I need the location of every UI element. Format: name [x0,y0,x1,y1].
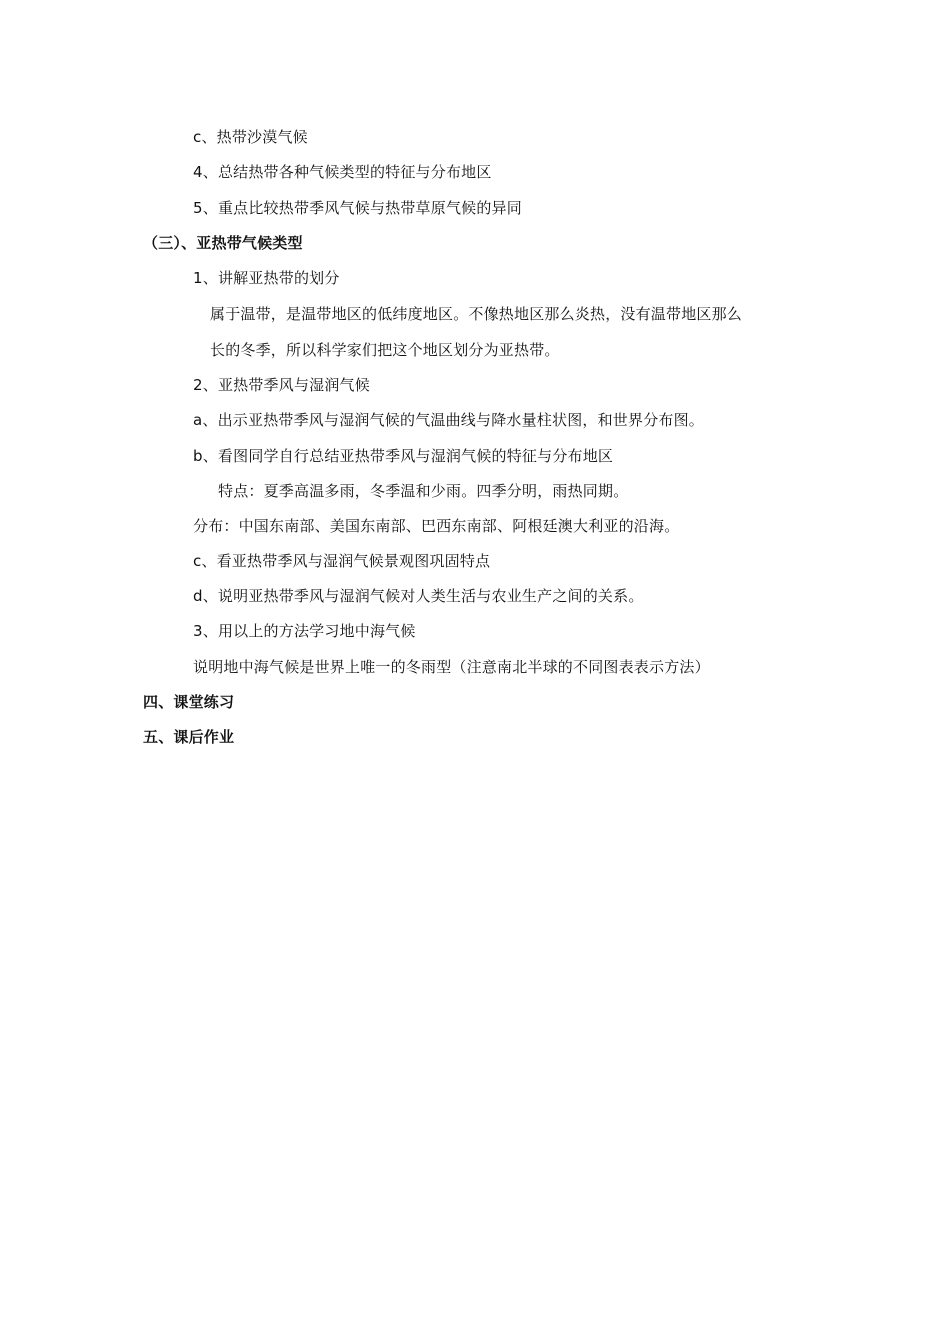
item-5-compare: 5、重点比较热带季风气候与热带草原气候的异同 [193,199,522,217]
paragraph-line-2: 长的冬季，所以科学家们把这个地区划分为亚热带。 [210,341,560,359]
distribution-line: 分布：中国东南部、美国东南部、巴西东南部、阿根廷澳大利亚的沿海。 [193,517,680,535]
section-heading-subtropical: （三）、亚热带气候类型 [143,234,303,252]
item-1-division: 1、讲解亚热带的划分 [193,269,340,287]
item-c-landscape: c、看亚热带季风与湿润气候景观图巩固特点 [193,552,491,570]
item-a-charts: a、出示亚热带季风与湿润气候的气温曲线与降水量柱状图，和世界分布图。 [193,411,704,429]
item-3-mediterranean: 3、用以上的方法学习地中海气候 [193,622,416,640]
characteristics-line: 特点：夏季高温多雨，冬季温和少雨。四季分明，雨热同期。 [218,482,629,500]
paragraph-line-1: 属于温带，是温带地区的低纬度地区。不像热地区那么炎热，没有温带地区那么 [210,305,743,323]
item-2-monsoon-humid: 2、亚热带季风与湿润气候 [193,376,370,394]
section-heading-homework: 五、课后作业 [143,728,235,746]
mediterranean-note: 说明地中海气候是世界上唯一的冬雨型（注意南北半球的不同图表表示方法） [193,658,710,676]
item-b-summary: b、看图同学自行总结亚热带季风与湿润气候的特征与分布地区 [193,447,614,465]
item-4-summary: 4、总结热带各种气候类型的特征与分布地区 [193,163,492,181]
item-d-relationship: d、说明亚热带季风与湿润气候对人类生活与农业生产之间的关系。 [193,587,644,605]
section-heading-class-exercise: 四、课堂练习 [143,693,235,711]
item-c-tropical-desert: c、热带沙漠气候 [193,128,308,146]
